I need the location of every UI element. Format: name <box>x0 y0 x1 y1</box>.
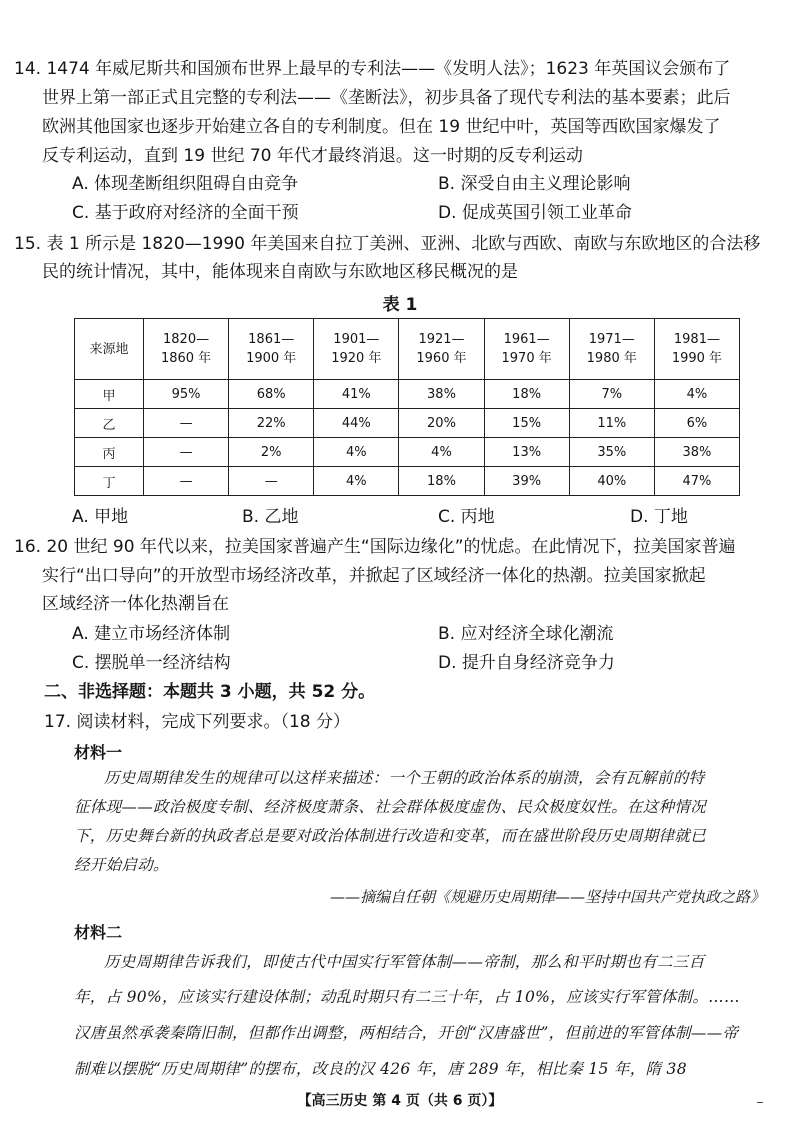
table-header-origin: 来源地 <box>75 319 144 380</box>
table-cell: 7% <box>569 380 654 409</box>
question-16-line-1: 16. 20 世纪 90 年代以来，拉美国家普遍产生“国际边缘化”的忧虑。在此情况下，拉美国家普遍 <box>14 537 736 557</box>
question-15-option-a: A. 甲地 <box>72 507 129 527</box>
row-label: 甲 <box>75 380 144 409</box>
material-2-line-1: 历史周期律告诉我们，即使古代中国实行军管体制——帝制，那么和平时期也有二三百 <box>104 953 705 971</box>
question-14-line-3: 欧洲其他国家也逐步开始建立各自的专利制度。但在 19 世纪中叶，英国等西欧国家爆发了 <box>42 117 721 137</box>
table-row <box>75 467 740 496</box>
table-cell: 18% <box>484 380 569 409</box>
table-cell: 95% <box>144 380 229 409</box>
table-cell: 11% <box>569 409 654 438</box>
question-16-line-2: 实行“出口导向”的开放型市场经济改革，并掀起了区域经济一体化的热潮。拉美国家掀起 <box>42 566 706 586</box>
table-cell: 4% <box>399 438 484 467</box>
question-16-line-3: 区域经济一体化热潮旨在 <box>42 594 229 614</box>
row-label: 丁 <box>75 467 144 496</box>
question-15-line-1: 15. 表 1 所示是 1820—1990 年美国来自拉丁美洲、亚洲、北欧与西欧、南欧与东欧地区的合法移 <box>14 234 761 254</box>
question-16-option-a: A. 建立市场经济体制 <box>72 624 231 644</box>
table-header-period: 1971— 1980 年 <box>569 319 654 380</box>
table-cell: — <box>144 438 229 467</box>
table-header-period: 1961— 1970 年 <box>484 319 569 380</box>
question-15-option-c: C. 丙地 <box>438 507 495 527</box>
table-cell: — <box>229 467 314 496</box>
question-15-option-d: D. 丁地 <box>630 507 688 527</box>
table-cell: 18% <box>399 467 484 496</box>
material-2-line-2: 年，占 90%，应该实行建设体制；动乱时期只有二三十年，占 10%，应该实行军管体制。…… <box>74 988 740 1006</box>
question-15-line-2: 民的统计情况，其中，能体现来自南欧与东欧地区移民概况的是 <box>42 262 518 282</box>
section-heading: 二、非选择题：本题共 3 小题，共 52 分。 <box>44 682 376 702</box>
question-14-option-c: C. 基于政府对经济的全面干预 <box>72 203 299 223</box>
question-15-option-b: B. 乙地 <box>242 507 299 527</box>
table-cell: 2% <box>229 438 314 467</box>
table-cell: 68% <box>229 380 314 409</box>
immigration-table <box>74 318 740 496</box>
table-row <box>75 438 740 467</box>
table-row <box>75 409 740 438</box>
table-cell: 38% <box>399 380 484 409</box>
question-14-line-2: 世界上第一部正式且完整的专利法——《垄断法》，初步具备了现代专利法的基本要素；此后 <box>42 88 731 108</box>
corner-mark <box>757 1102 763 1103</box>
table-cell: 6% <box>654 409 739 438</box>
table-cell: 39% <box>484 467 569 496</box>
table-cell: 41% <box>314 380 399 409</box>
material-1-line-4: 经开始启动。 <box>74 856 169 874</box>
material-1-label: 材料一 <box>74 743 123 762</box>
material-1-line-2: 征体现——政治极度专制、经济极度萧条、社会群体极度虚伪、民众极度奴性。在这种情况 <box>74 798 707 816</box>
question-14-line-1: 14. 1474 年威尼斯共和国颁布世界上最早的专利法——《发明人法》；1623 年英国议会颁布了 <box>14 59 731 79</box>
question-14-option-a: A. 体现垄断组织阻碍自由竞争 <box>72 174 299 194</box>
material-1-source: ——摘编自任朝《规避历史周期律——坚持中国共产党执政之路》 <box>330 888 766 906</box>
table-cell: — <box>144 467 229 496</box>
table-header-period: 1861— 1900 年 <box>229 319 314 380</box>
question-14-line-4: 反专利运动，直到 19 世纪 70 年代才最终消退。这一时期的反专利运动 <box>42 146 583 166</box>
material-2-line-3: 汉唐虽然承袭秦隋旧制，但都作出调整，两相结合，开创“汉唐盛世”，但前进的军管体制——帝 <box>74 1024 739 1042</box>
table-header-period: 1981— 1990 年 <box>654 319 739 380</box>
question-16-option-c: C. 摆脱单一经济结构 <box>72 653 231 673</box>
question-14-option-b: B. 深受自由主义理论影响 <box>438 174 631 194</box>
table-cell: 47% <box>654 467 739 496</box>
material-2-line-4: 制难以摆脱“历史周期律”的摆布，改良的汉 426 年，唐 289 年，相比秦 15 年，隋 38 <box>74 1060 687 1078</box>
table-cell: 15% <box>484 409 569 438</box>
table-cell: — <box>144 409 229 438</box>
table-cell: 38% <box>654 438 739 467</box>
table-cell: 13% <box>484 438 569 467</box>
material-1-line-1: 历史周期律发生的规律可以这样来描述：一个王朝的政治体系的崩溃，会有瓦解前的特 <box>104 769 705 787</box>
table-cell: 22% <box>229 409 314 438</box>
table-cell: 35% <box>569 438 654 467</box>
table-cell: 40% <box>569 467 654 496</box>
question-16-option-d: D. 提升自身经济竞争力 <box>438 653 615 673</box>
material-2-label: 材料二 <box>74 923 123 942</box>
page-footer: 【高三历史 第 4 页（共 6 页）】 <box>297 1093 503 1109</box>
row-label: 乙 <box>75 409 144 438</box>
table-row <box>75 380 740 409</box>
question-17-title: 17. 阅读材料，完成下列要求。（18 分） <box>44 712 350 732</box>
table-cell: 4% <box>314 438 399 467</box>
material-1-line-3: 下，历史舞台新的执政者总是要对政治体制进行改造和变革，而在盛世阶段历史周期律就已 <box>74 827 707 845</box>
table-header-period: 1820— 1860 年 <box>144 319 229 380</box>
question-14-option-d: D. 促成英国引领工业革命 <box>438 203 632 223</box>
table-header-row <box>75 319 740 380</box>
row-label: 丙 <box>75 438 144 467</box>
table-caption: 表 1 <box>382 295 418 315</box>
table-cell: 20% <box>399 409 484 438</box>
table-cell: 4% <box>654 380 739 409</box>
table-cell: 44% <box>314 409 399 438</box>
question-16-option-b: B. 应对经济全球化潮流 <box>438 624 614 644</box>
table-cell: 4% <box>314 467 399 496</box>
table-header-period: 1921— 1960 年 <box>399 319 484 380</box>
table-header-period: 1901— 1920 年 <box>314 319 399 380</box>
